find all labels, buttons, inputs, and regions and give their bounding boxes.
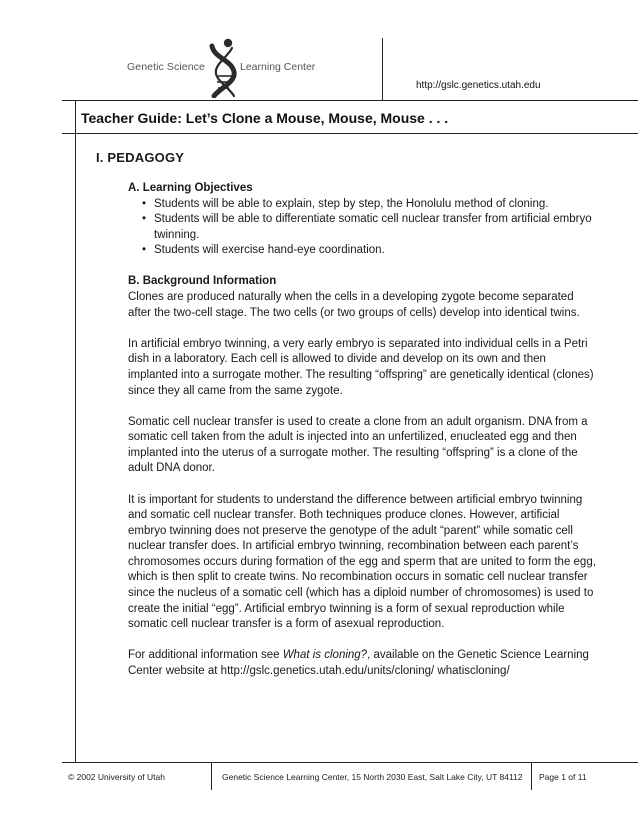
footer-divider-1	[211, 762, 212, 790]
footer-rule	[62, 762, 638, 763]
what-is-cloning-title: What is cloning?	[282, 649, 368, 662]
header-divider	[382, 38, 383, 100]
footer-copyright: © 2002 University of Utah	[68, 772, 165, 782]
additional-suffix[interactable]: , available on the Genetic Science Learning Center website at http://gslc.genetics.utah.edu/units/cloning/ whatiscloning/	[128, 649, 589, 677]
list-item	[142, 197, 598, 213]
footer-divider-2	[531, 762, 532, 790]
title-rule	[62, 133, 638, 134]
objectives-list	[128, 197, 598, 259]
gslc-logo	[127, 38, 327, 98]
document-title: Teacher Guide: Let’s Clone a Mouse, Mouse, Mouse . . .	[81, 110, 449, 126]
objective-text: Students will be able to differentiate somatic cell nuclear transfer from artificial embryo twinning.	[154, 213, 592, 241]
bullet-icon: •	[142, 213, 147, 226]
header-url[interactable]: http://gslc.genetics.utah.edu	[416, 80, 541, 91]
background-heading: B. Background Information	[128, 275, 277, 288]
left-margin-rule	[75, 100, 76, 762]
logo-text-left: Genetic Science	[127, 61, 205, 73]
background-paragraph: Somatic cell nuclear transfer is used to create a clone from an adult organism. DNA from a somatic cell taken from the adult is injected into an unfertilized, enucleated egg and then implanted into the uterus of a surrogate mother. The resulting “offspring” is a clone of the adult DNA donor.	[128, 415, 588, 475]
main-content	[128, 181, 598, 680]
background-paragraph: Clones are produced naturally when the cells in a developing zygote become separated after the two-cell stage. The two cells (or two groups of cells) develop into identical twins.	[128, 291, 580, 319]
additional-prefix: For additional information see	[128, 649, 283, 662]
objectives-heading: A. Learning Objectives	[128, 182, 253, 194]
objective-text: Students will exercise hand-eye coordination.	[154, 244, 385, 257]
dna-figure-icon	[206, 38, 242, 98]
section-heading: I. PEDAGOGY	[96, 150, 185, 165]
footer-page-number: Page 1 of 11	[539, 772, 587, 782]
list-item	[142, 212, 598, 243]
background-paragraph: It is important for students to understand the difference between artificial embryo twinning and somatic cell nuclear transfer. Both techniques produce clones. However, artificial embryo twinning does not preserve the genotype of the adult “parent” while somatic cell nuclear transfer does. In artificial embryo twinning, recombination between each parent’s chromosomes occurs during formation of the egg and sperm that are united to form the egg, which is then split to create twins. No recombination occurs in somatic cell nuclear transfer since the nucleus of a somatic cell (which has a diploid number of chromosomes) is used to create the initial “egg”. Artificial embryo twinning is a form of sexual reproduction while somatic cell nuclear transfer is a form of asexual reproduction.	[128, 493, 596, 631]
bullet-icon: •	[142, 244, 147, 257]
objective-text: Students will be able to explain, step by step, the Honolulu method of cloning.	[154, 197, 549, 210]
bullet-icon: •	[142, 197, 147, 210]
logo-text-right: Learning Center	[240, 61, 316, 73]
background-paragraph: In artificial embryo twinning, a very early embryo is separated into individual cells in a Petri dish in a laboratory. Each cell is allowed to divide and develop on its own and then implanted into a surrogate mother. The resulting “offspring” are genetically identical (clones) since they all came from the same zygote.	[128, 337, 594, 397]
footer-address: Genetic Science Learning Center, 15 North 2030 East, Salt Lake City, UT 84112	[222, 772, 523, 782]
list-item	[142, 243, 598, 259]
additional-info-paragraph	[128, 648, 598, 679]
header-rule	[62, 100, 638, 101]
